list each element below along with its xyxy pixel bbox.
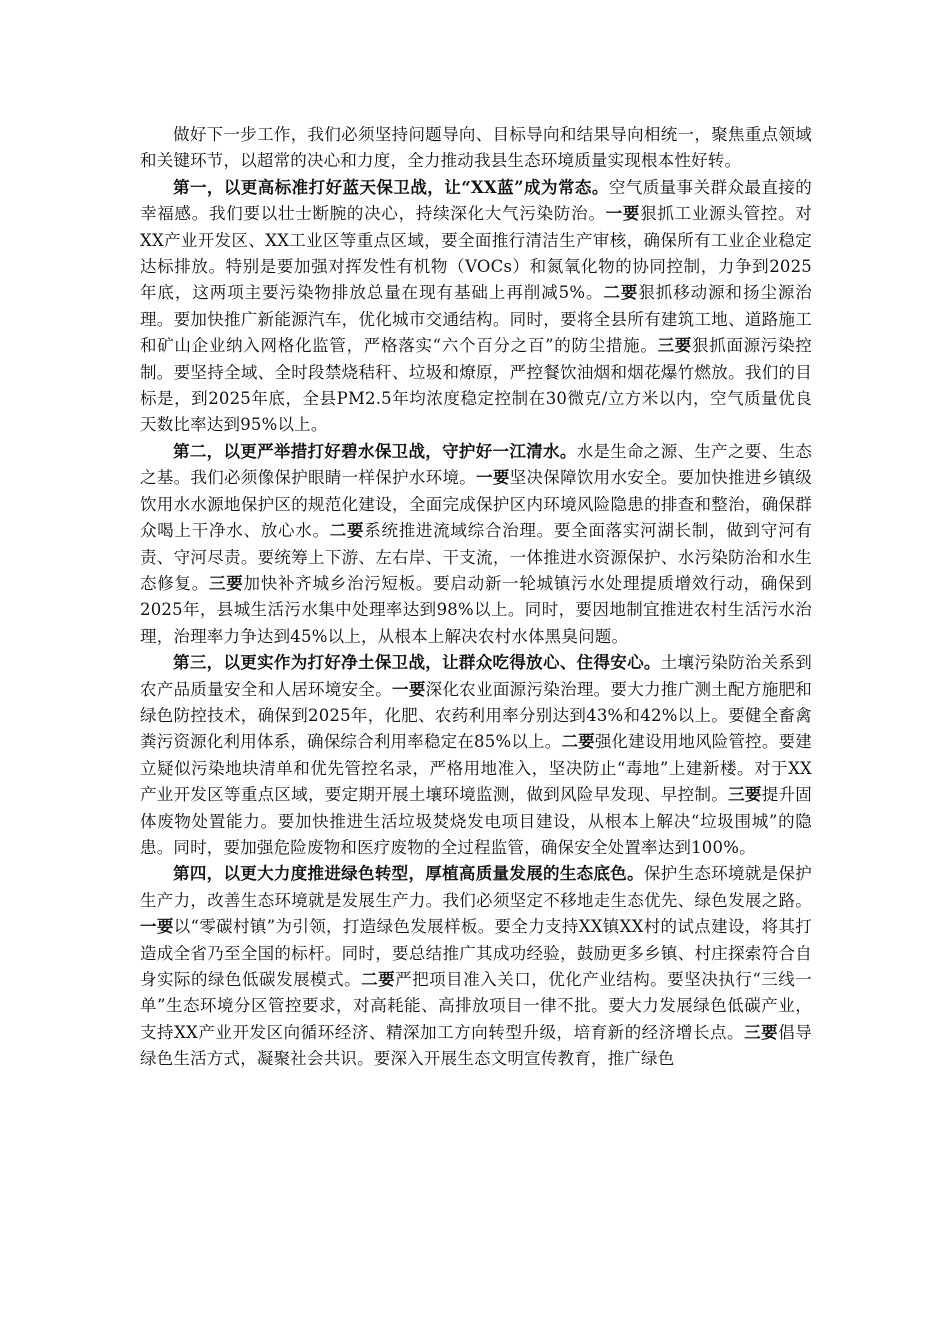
body-text: 坚决保障饮用水安全。要加快推进乡镇级饮用水水源地保护区的规范化建设，全面完成保护区内环境风险隐患的排查和整治，确保群众喝上干净水、放心水。 <box>140 468 812 541</box>
intro-text: 做好下一步工作，我们必须坚持问题导向、目标导向和结果导向相统一，聚焦重点领域和关键环节，以超常的决心和力度，全力推动我县生态环境质量实现根本性好转。 <box>140 125 812 171</box>
heading-green-transition: 第四，以更大力度推进绿色转型，厚植高质量发展的生态底色。 <box>173 864 644 884</box>
point-marker-3: 三要 <box>728 785 762 805</box>
body-text: 土壤污染防治关系到农产品质量安全和人居环境安全。 <box>140 653 812 699</box>
body-text: 倡导绿色生活方式，凝聚社会共识。要深入开展生态文明宣传教育，推广绿色 <box>140 1022 813 1069</box>
paragraph-clear-water <box>140 439 812 650</box>
point-marker-2: 二要 <box>561 732 595 752</box>
body-text: 提升固体废物处置能力。要加快推进生活垃圾焚烧发电项目建设，从根本上解决“垃圾围城”的隐患。同时，要加强危险废物和医疗废物的全过程监管，确保安全处置率达到100%。 <box>140 785 812 857</box>
body-text: 以“零碳村镇”为引领，打造绿色发展样板。要全力支持XX镇XX村的试点建设，将其打造成全省乃至全国的标杆。同时，要总结推广其成功经验，鼓励更多乡镇、村庄探索符合自身实际的绿色低碳发展模式。 <box>140 917 813 989</box>
body-text: 保护生态环境就是保护生产力，改善生态环境就是发展生产力。我们必须坚定不移地走生态优先、绿色发展之路。 <box>140 864 813 910</box>
body-text: 狠抓工业源头管控。对XX产业开发区、XX工业区等重点区域，要全面推行清洁生产审核，确保所有工业企业稳定达标排放。特别是要加强对挥发性有机物（VOCs）和氮氧化物的协同控制，力争到2025年底，这两项主要污染物排放总量在现有基础上再削减5%。 <box>140 204 813 303</box>
paragraph-pure-soil <box>140 650 812 861</box>
point-marker-2: 二要 <box>329 521 365 541</box>
heading-pure-soil: 第三，以更实作为打好净土保卫战，让群众吃得放心、住得安心。 <box>173 653 661 673</box>
point-marker-3: 三要 <box>657 336 692 356</box>
body-text: 深化农业面源污染治理。要大力推广测土配方施肥和绿色防控技术，确保到2025年，化肥、农药利用率分别达到43%和42%以上。要健全畜禽粪污资源化利用体系，确保综合利用率稳定在85%以上。 <box>140 679 813 752</box>
paragraph-green-transition <box>140 861 812 1072</box>
body-text: 系统推进流域综合治理。要全面落实河湖长制，做到守河有责、守河尽责。要统筹上下游、左右岸、干支流，一体推进水资源保护、水污染防治和水生态修复。 <box>140 521 813 593</box>
body-text: 狠抓移动源和扬尘源治理。要加快推广新能源汽车，优化城市交通结构。同时，要将全县所有建筑工地、道路施工和矿山企业纳入网格化监管，严格落实“六个百分之百”的防尘措施。 <box>140 283 813 356</box>
body-text: 空气质量事关群众最直接的幸福感。我们要以壮士断腕的决心，持续深化大气污染防治。 <box>140 177 812 224</box>
body-text: 严把项目准入关口，优化产业结构。要坚决执行“三线一单”生态环境分区管控要求，对高耗能、高排放项目一律不批。要大力发展绿色低碳产业，支持XX产业开发区向循环经济、精深加工方向转型升级，培育新的经济增长点。 <box>140 970 813 1042</box>
point-marker-1: 一要 <box>140 917 174 937</box>
document-page <box>140 122 812 1073</box>
body-text: 水是生命之源、生产之要、生态之基。我们必须像保护眼睛一样保护水环境。 <box>140 441 812 488</box>
point-marker-2: 二要 <box>361 970 396 989</box>
body-text: 强化建设用地风险管控。要建立疑似污染地块清单和优先管控名录，严格用地准入，坚决防止“毒地”上建新楼。对于XX产业开发区等重点区域，要定期开展土壤环境监测，做到风险早发现、早控制。 <box>140 732 812 805</box>
point-marker-1: 一要 <box>476 468 510 488</box>
heading-blue-sky: 第一，以更高标准打好蓝天保卫战，让“XX蓝”成为常态。 <box>173 177 609 197</box>
body-text: 狠抓面源污染控制。要坚持全域、全时段禁烧秸秆、垃圾和燎原，严控餐饮油烟和烟花爆竹燃放。我们的目标是，到2025年底，全县PM2.5年均浓度稳定控制在30微克/立方米以内，空气质量优良天数比率达到95%以上。 <box>140 336 812 435</box>
point-marker-3: 三要 <box>208 573 244 593</box>
paragraph-blue-sky <box>140 175 812 439</box>
point-marker-3: 三要 <box>744 1022 779 1042</box>
point-marker-1: 一要 <box>392 679 426 699</box>
body-text: 加快补齐城乡治污短板。要启动新一轮城镇污水处理提质增效行动，确保到2025年，县城生活污水集中处理率达到98%以上。同时，要因地制宜推进农村生活污水治理，治理率力争达到45%以上，从根本上解决农村水体黑臭问题。 <box>140 573 812 646</box>
heading-clear-water: 第二，以更严举措打好碧水保卫战，守护好一江清水。 <box>173 441 577 461</box>
point-marker-2: 二要 <box>603 283 639 303</box>
paragraph-intro <box>140 122 812 175</box>
point-marker-1: 一要 <box>605 204 641 224</box>
